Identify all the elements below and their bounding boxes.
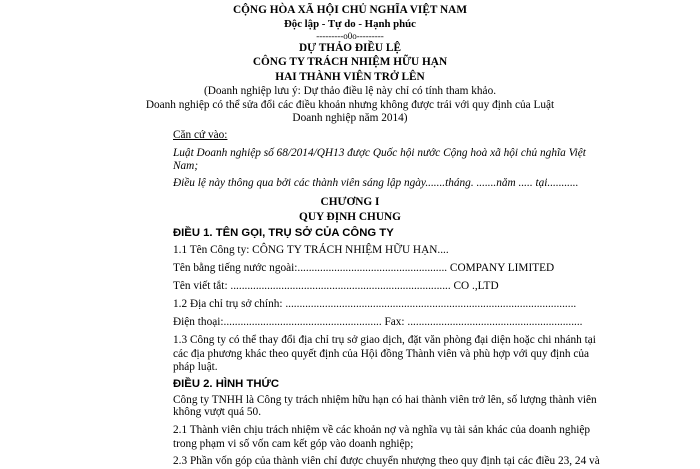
motto-separator: ---------o0o--------- <box>316 31 384 42</box>
law-reference-line-1: Luật Doanh nghiệp số 68/2014/QH13 được Quốc hội nước Cộng hoà xã hội chủ nghĩa Việt <box>173 147 586 160</box>
foreign-name-line: Tên bằng tiếng nước ngoài:..................................................... COMPANY LIMITED <box>173 262 555 275</box>
address-change-line-2: các địa phương khác theo quyết định của Hội đồng Thành viên và phù hợp với quy định của <box>173 347 589 360</box>
address-change-line-3: pháp luật. <box>173 361 218 374</box>
company-type-title: CÔNG TY TRÁCH NHIỆM HỮU HẠN <box>252 56 448 69</box>
founding-agreement: Điều lệ này thông qua bởi các thành viên sáng lập ngày.......tháng. .......năm ..... tại........... <box>173 176 579 189</box>
note-line-3: Doanh nghiệp năm 2014) <box>292 112 408 124</box>
member-liability-line-2: trong phạm vi số vốn cam kết góp vào doanh nghiệp; <box>173 437 414 450</box>
article-2-heading: ĐIỀU 2. HÌNH THỨC <box>173 377 280 390</box>
draft-title: DỰ THẢO ĐIỀU LỆ <box>298 41 401 54</box>
company-form-line-1: Công ty TNHH là Công ty trách nhiệm hữu hạn có hai thành viên trở lên, số lượng thành viên <box>173 393 597 406</box>
national-motto: Độc lập - Tự do - Hạnh phúc <box>284 17 416 30</box>
basis-label: Căn cứ vào: <box>173 129 228 142</box>
address-change-line-1: 1.3 Công ty có thể thay đổi địa chỉ trụ sở giao dịch, đặt văn phòng đại diện hoặc chi nhánh tại <box>173 334 596 347</box>
note-line-2: Doanh nghiệp có thể sửa đổi các điều khoản nhưng không được trái với quy định của Luật <box>145 99 555 112</box>
article-1-heading: ĐIỀU 1. TÊN GỌI, TRỤ SỞ CỦA CÔNG TY <box>173 227 394 240</box>
company-form-line-2: không vượt quá 50. <box>173 406 262 419</box>
chapter-number: CHƯƠNG I <box>320 195 380 208</box>
company-name-line: 1.1 Tên Công ty: CÔNG TY TRÁCH NHIỆM HỮU HẠN.... <box>173 244 449 257</box>
head-office-address-line: 1.2 Địa chỉ trụ sở chính: ....................................................................................................... <box>173 298 577 311</box>
law-reference-line-2: Nam; <box>173 159 199 172</box>
nation-heading: CỘNG HÒA XÃ HỘI CHỦ NGHĨA VIỆT NAM <box>232 4 468 16</box>
phone-fax-line: Điện thoại:........................................................ Fax: .............................................................. <box>173 315 583 328</box>
member-count-title: HAI THÀNH VIÊN TRỞ LÊN <box>275 70 425 83</box>
member-liability-line-1: 2.1 Thành viên chịu trách nhiệm về các khoản nợ và nghĩa vụ tài sản khác của doanh nghiệp <box>173 424 591 437</box>
capital-transfer-line-1: 2.3 Phần vốn góp của thành viên chỉ được chuyển nhượng theo quy định tại các điều 23, 24 và <box>173 455 600 467</box>
short-name-line: Tên viết tắt: .............................................................................. CO .,LTD <box>173 280 499 293</box>
chapter-title: QUY ĐỊNH CHUNG <box>299 211 401 223</box>
note-line-1: (Doanh nghiệp lưu ý: Dự thảo điều lệ này chỉ có tính tham khảo. <box>203 85 497 97</box>
